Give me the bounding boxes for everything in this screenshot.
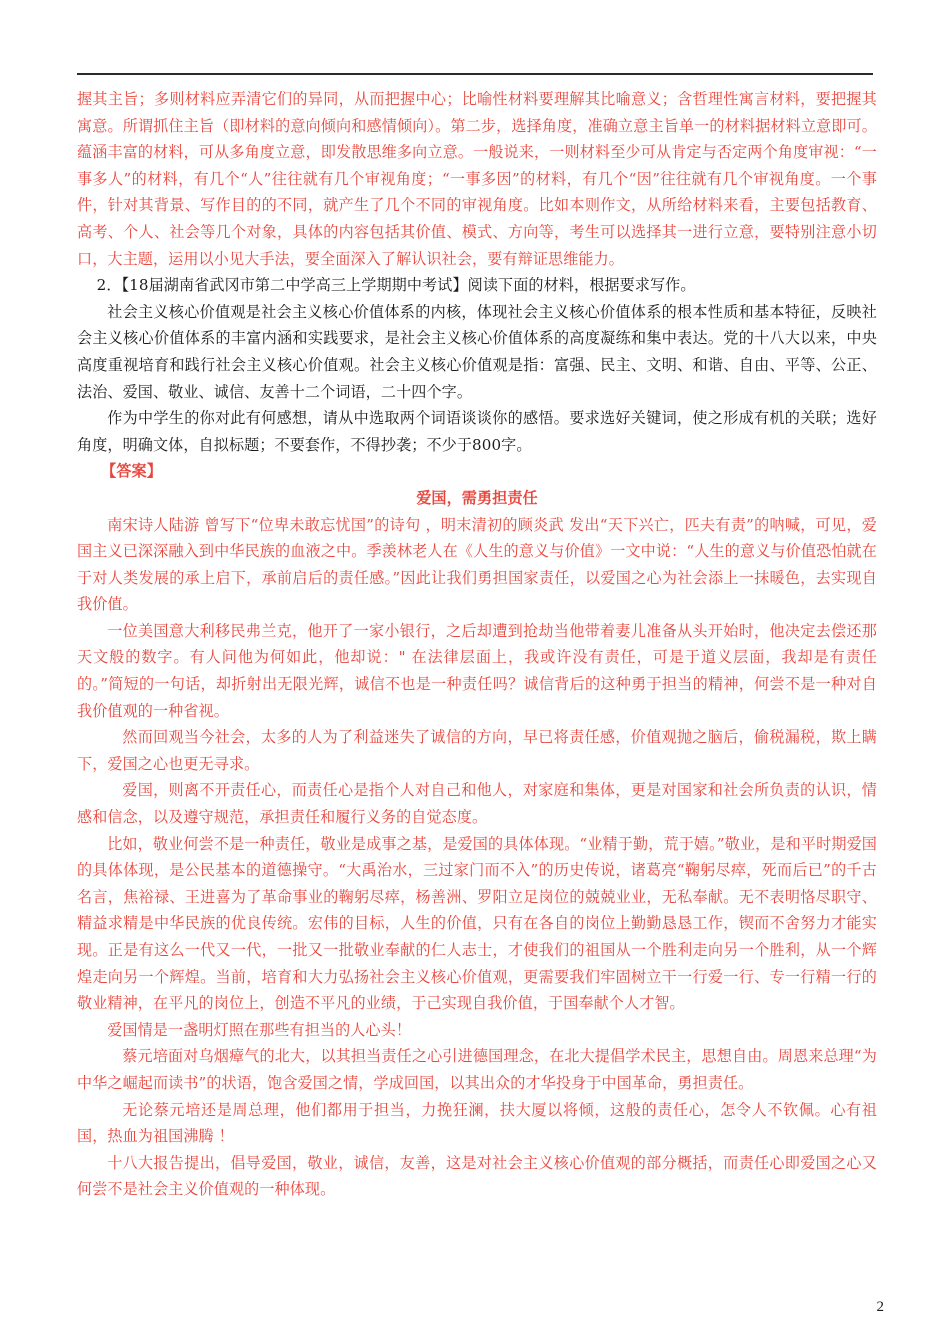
answer-label: 【答案】 (101, 462, 162, 481)
paragraph-essay-7: 蔡元培面对乌烟瘴气的北大，以其担当责任之心引进德国理念，在北大提倡学术民主，思想自由。周恩来总理“为中华之崛起而读书”的状语，饱含爱国之情，学成回国，以其出众的才华投身于中国革命，勇担责任。 (77, 1047, 877, 1092)
paragraph-material-2: 作为中学生的你对此有何感想，请从中选取两个词语谈谈你的感悟。要求选好关键词，使之形成有机的关联；选好角度，明确文体，自拟标题；不要套作，不得抄袭；不少于800字。 (77, 409, 877, 454)
paragraph-essay-5: 比如，敬业何尝不是一种责任，敬业是成事之基，是爱国的具体体现。“业精于勤，荒于嬉。”敬业，是和平时期爱国的具体体现，是公民基本的道德操守。“大禹治水，三过家门而不入”的历史传说，诸葛亮“鞠躬尽瘁，死而后已”的千古名言，焦裕禄、王进喜为了革命事业的鞠躬尽瘁，杨善洲、罗阳立足岗位的兢兢业业，无私奉献。无不表明恪尽职守、精益求精是中华民族的优良传统。宏伟的目标，人生的价值，只有在各自的岗位上勤勤恳恳工作，锲而不舍努力才能实现。正是有这么一代又一代，一批又一批敬业奉献的仁人志士，才使我们的祖国从一个胜利走向另一个胜利，从一个辉煌走向另一个辉煌。当前，培育和大力弘扬社会主义核心价值观，更需要我们牢固树立干一行爱一行、专一行精一行的敬业精神，在平凡的岗位上，创造不平凡的业绩，于己实现自我价值，于国奉献个人才智。 (77, 834, 877, 1013)
header-separator-rule (77, 73, 873, 75)
paragraph-essay-1: 南宋诗人陆游 曾写下“位卑未敢忘忧国”的诗句 ，明末清初的顾炎武 发出“天下兴亡，匹夫有责”的呐喊，可见，爱国主义已深深融入到中华民族的血液之中。季羡林老人在《人生的意义与价值》一文中说：“人生的意义与价值恐怕就在于对人类发展的承上启下，承前启后的责任感。”因此让我们勇担国家责任，以爱国之心为社会添上一抹暖色，去实现自我价值。 (77, 515, 877, 614)
paragraph-essay-8: 无论蔡元培还是周总理，他们都用于担当，力挽狂澜，扶大厦以将倾，这般的责任心，怎令人不钦佩。心有祖国，热血为祖国沸腾 ！ (77, 1100, 877, 1146)
paragraph-essay-2: 一位美国意大利移民弗兰克，他开了一家小银行，之后却遭到抢劫当他带着妻儿准备从头开始时，他决定去偿还那天文般的数字。有人问他为何如此，他却说：" 在法律层面上，我或许没有责任，可是于道义层面，我却是有责任的。”简短的一句话，却折射出无限光辉，诚信不也是一种责任吗？诚信背后的这种勇于担当的精神，何尝不是一种对自我价值观的一种省视。 (77, 621, 877, 720)
paragraph-essay-4: 爱国，则离不开责任心，而责任心是指个人对自己和他人，对家庭和集体，更是对国家和社会所负责的认识，情感和信念，以及遵守规范，承担责任和履行义务的自觉态度。 (77, 781, 877, 827)
paragraph-essay-9: 十八大报告提出，倡导爱国，敬业，诚信，友善，这是对社会主义核心价值观的部分概括，而责任心即爱国之心又何尝不是社会主义价值观的一种体现。 (77, 1153, 877, 1199)
paragraph-essay-3: 然而回观当今社会，太多的人为了利益迷失了诚信的方向，早已将责任感，价值观抛之脑后，偷税漏税，欺上瞒下，爱国之心也更无寻求。 (77, 728, 877, 773)
paragraph-analysis-continued: 握其主旨；多则材料应弄清它们的异同，从而把握中心；比喻性材料要理解其比喻意义；含哲理性寓言材料，要把握其寓意。所谓抓住主旨（即材料的意向倾向和感情倾向）。第二步，选择角度，准确立意主旨单一的材料据材料立意即可。蕴涵丰富的材料，可从多角度立意，即发散思维多向立意。一般说来，一则材料至少可从肯定与否定两个角度审视：“一事多人”的材料，有几个“人”往往就有几个审视角度；“一事多因”的材料，有几个“因”往往就有几个审视角度。一个事件，针对其背景、写作目的的不同，就产生了几个不同的审视角度。比如本则作文，从所给材料来看，主要包括教育、高考、个人、社会等几个对象，具体的内容包括其价值、模式、方向等，考生可以选择其一进行立意，要特别注意小切口，大主题，运用以小见大手法，要全面深入了解认识社会，要有辩证思维能力。 (77, 90, 877, 268)
question-item-2: 2．【18届湖南省武冈市第二中学高三上学期期中考试】阅读下面的材料，根据要求写作。 (96, 276, 696, 295)
essay-title: 爱国，需勇担责任 (416, 488, 538, 507)
page-number: 2 (876, 1299, 884, 1315)
paragraph-material-1: 社会主义核心价值观是社会主义核心价值体系的内核，体现社会主义核心价值体系的根本性质和基本特征，反映社会主义核心价值体系的丰富内涵和实践要求，是社会主义核心价值体系的高度凝练和集中表达。党的十八大以来，中央高度重视培育和践行社会主义核心价值观。社会主义核心价值观是指：富强、民主、文明、和谐、自由、平等、公正、法治、爱国、敬业、诚信、友善十二个词语，二十四个字。 (77, 302, 877, 401)
page-content (77, 86, 877, 1203)
paragraph-essay-6: 爱国情是一盏明灯照在那些有担当的人心头！ (107, 1020, 412, 1039)
